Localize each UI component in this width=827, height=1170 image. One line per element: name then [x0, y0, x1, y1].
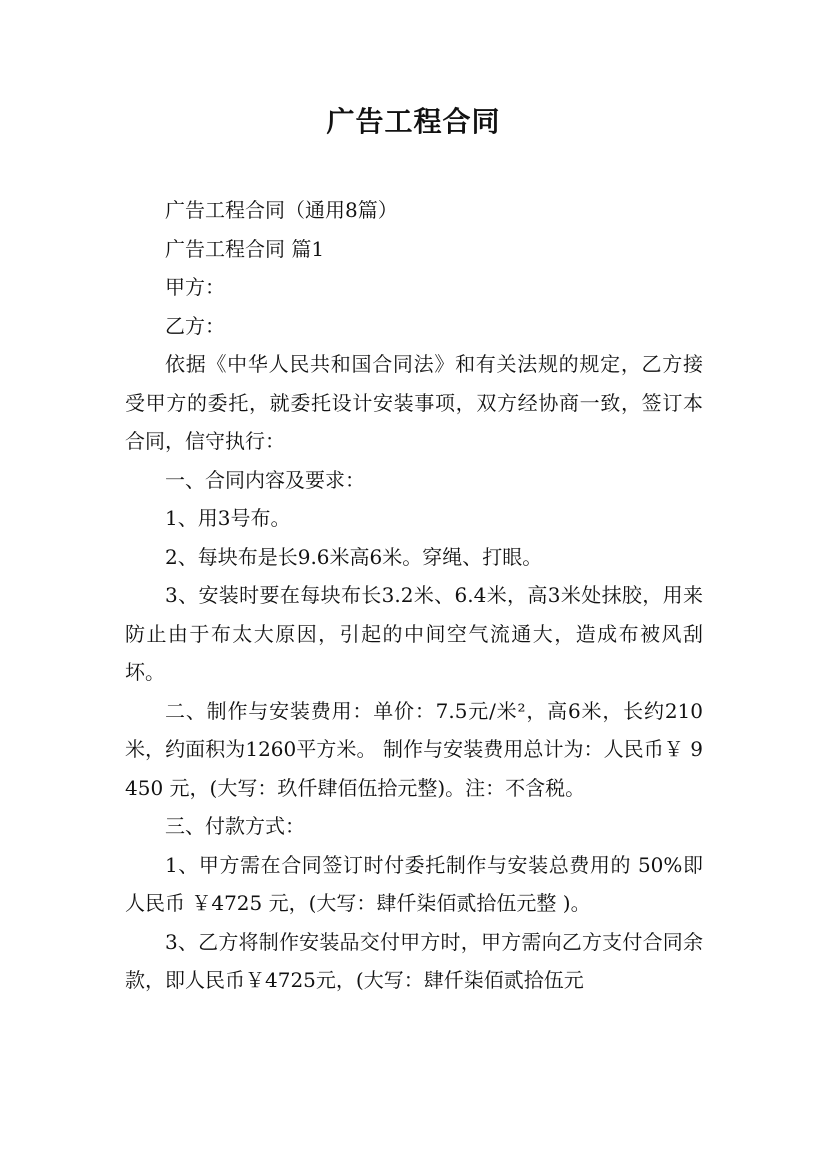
- clause-heading-payment: 三、付款方式：: [165, 814, 305, 838]
- clause-item-2: 2、每块布是长9.6米高6米。穿绳、打眼。: [165, 544, 543, 569]
- clause-item-1: 1、用3号布。: [165, 506, 291, 530]
- payment-item-3: 3、乙方将制作安装品交付甲方时，甲方需向乙方支付合同余款，即人民币￥4725元，(大写：肆仟柒佰贰拾伍元: [125, 929, 703, 992]
- party-b-line: 乙方：: [165, 313, 225, 338]
- document-title: 广告工程合同: [326, 105, 501, 138]
- party-a-line: 甲方：: [165, 275, 225, 299]
- section-heading-contract-1: 广告工程合同 篇1: [165, 236, 325, 261]
- clause-heading-content: 一、合同内容及要求：: [165, 467, 365, 492]
- document-body: [125, 191, 703, 1000]
- clause-item-3: 3、安装时要在每块布长3.2米、6.4米，高3米处抹胶，用来防止由于布太大原因，引起的中间空气流通大，造成布被风刮坏。: [125, 583, 703, 684]
- payment-item-1: 1、甲方需在合同签订时付委托制作与安装总费用的 50%即人民币 ￥4725 元，(大写：肆仟柒佰贰拾伍元整 )。: [125, 852, 703, 915]
- doc-subtitle: 广告工程合同（通用8篇）: [165, 198, 398, 222]
- preamble-paragraph: 依据《中华人民共和国合同法》和有关法规的规定，乙方接受甲方的委托，就委托设计安装事项，双方经协商一致，签订本合同，信守执行：: [125, 352, 703, 453]
- clause-fees: 二、制作与安装费用：单价：7.5元/米²，高6米，长约210米，约面积为1260平方米。 制作与安装费用总计为：人民币￥ 9450 元，(大写：玖仟肆佰伍拾元整)。注：不含税。: [125, 698, 703, 800]
